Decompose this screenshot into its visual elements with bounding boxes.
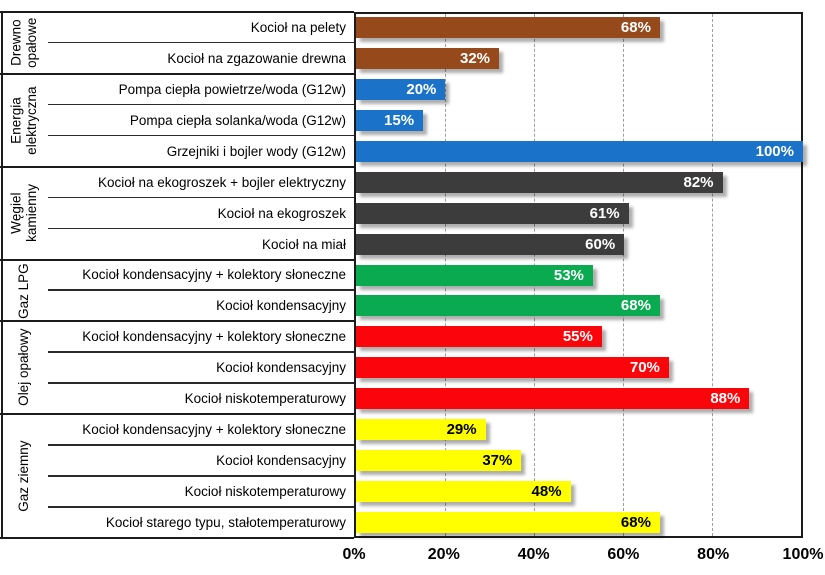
x-tick-label: 100% <box>782 546 824 563</box>
x-axis <box>0 538 825 575</box>
x-tick-label: 80% <box>697 546 730 563</box>
bar <box>356 265 593 286</box>
bar <box>356 17 660 38</box>
x-tick-label: 20% <box>427 546 460 563</box>
x-tick-label: 60% <box>607 546 640 563</box>
category-label: Kocioł kondensacyjny <box>216 360 346 376</box>
bar-value-label: 88% <box>710 390 741 408</box>
group-label: Energia elektryczna <box>8 86 39 155</box>
bar-value-label: 37% <box>482 452 513 470</box>
group-label: Gaz ziemny <box>16 440 32 512</box>
bar <box>356 512 660 533</box>
bar <box>356 388 749 409</box>
category-label: Pompa ciepła solanka/woda (G12w) <box>129 112 346 128</box>
bar-value-label: 60% <box>585 235 616 253</box>
bar-value-label: 29% <box>446 421 477 439</box>
category-labels <box>0 12 354 538</box>
category-label: Kocioł starego typu, stałotemperaturowy <box>105 515 346 531</box>
bar <box>356 203 629 224</box>
bar-value-label: 68% <box>620 297 651 315</box>
category-label: Kocioł na zgazowanie drewna <box>167 50 346 66</box>
group-label: Węgiel kamienny <box>8 184 39 242</box>
bar-value-label: 55% <box>562 328 593 346</box>
category-label: Kocioł na pelety <box>250 19 346 35</box>
category-label: Kocioł na ekogroszek + bojler elektryczny <box>98 174 346 190</box>
group-label: Gaz LPG <box>16 262 32 319</box>
bar <box>356 419 486 440</box>
bar <box>356 234 624 255</box>
bar-value-label: 61% <box>589 204 620 222</box>
x-tick-label: 40% <box>517 546 550 563</box>
bar-value-label: 20% <box>406 80 437 98</box>
bar <box>356 295 660 316</box>
bar-value-label: 70% <box>629 359 660 377</box>
bar <box>356 481 571 502</box>
category-label: Kocioł na miał <box>261 236 346 252</box>
bars-layer <box>356 12 803 538</box>
group-label: Drewno opałowe <box>8 17 39 69</box>
bar-value-label: 53% <box>553 266 584 284</box>
category-label: Pompa ciepła powietrze/woda (G12w) <box>118 81 346 97</box>
bar-value-label: 48% <box>531 483 562 501</box>
category-label: Kocioł kondensacyjny <box>216 453 346 469</box>
bar <box>356 110 423 131</box>
category-label: Kocioł kondensacyjny + kolektory słoneczne <box>82 267 346 283</box>
bar-value-label: 82% <box>683 173 714 191</box>
category-label: Kocioł kondensacyjny + kolektory słoneczne <box>82 329 346 345</box>
category-label: Kocioł na ekogroszek <box>217 205 346 221</box>
bar-value-label: 68% <box>620 514 651 532</box>
bar-value-label: 15% <box>384 111 415 129</box>
bar-value-label: 32% <box>460 49 491 67</box>
category-label: Kocioł niskotemperaturowy <box>184 484 346 500</box>
bar <box>356 326 602 347</box>
category-label: Kocioł niskotemperaturowy <box>184 391 346 407</box>
bar <box>356 79 445 100</box>
bar <box>356 172 723 193</box>
bar <box>356 357 669 378</box>
group-labels <box>0 12 48 538</box>
bar <box>356 141 803 162</box>
bar <box>356 450 521 471</box>
x-tick-label: 0% <box>342 546 366 563</box>
category-label: Grzejniki i bojler wody (G12w) <box>166 143 346 159</box>
category-label: Kocioł kondensacyjny <box>216 298 346 314</box>
group-label: Olej opałowy <box>16 329 32 407</box>
bar-value-label: 100% <box>755 142 794 160</box>
category-label: Kocioł kondensacyjny + kolektory słoneczne <box>82 422 346 438</box>
bar-value-label: 68% <box>620 18 651 36</box>
bar <box>356 48 499 69</box>
